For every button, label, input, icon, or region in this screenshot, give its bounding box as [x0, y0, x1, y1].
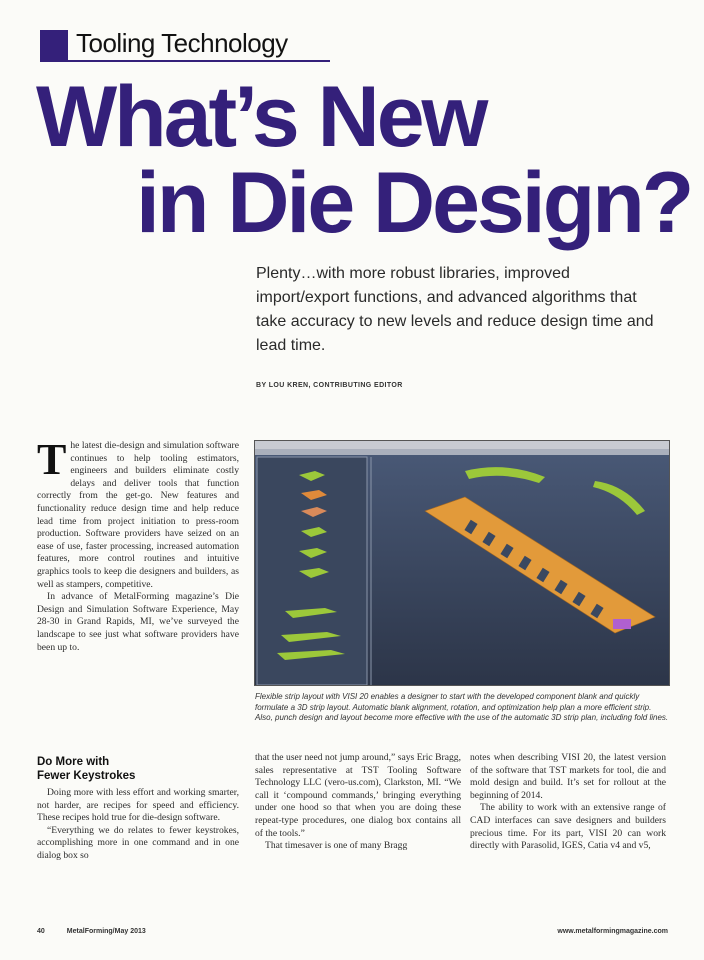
footer-left — [37, 928, 168, 935]
headline-line-1: What’s New — [36, 69, 486, 165]
paragraph-3: Doing more with less effort and working smarter, not harder, are recipes for speed and efficiency. These recipes hold true for die-design software. — [37, 787, 239, 824]
subhead-line-2: Fewer Keystrokes — [37, 770, 136, 782]
software-screenshot-figure — [254, 440, 670, 686]
strip-layout-illustration — [255, 441, 670, 686]
section-label: Tooling Technology — [76, 28, 288, 58]
window-titlebar — [255, 441, 670, 449]
footer-url: www.metalformingmagazine.com — [557, 928, 668, 935]
paragraph-1-text: he latest die-design and simulation software continues to help tooling estimators, engineers and builders eliminate costly delays and deliver tools that function correctly from the get-go. New features and functionality reduce design time and help reduce lead time from project initiation to press-room production. Software providers have seized on an ease of use, faster processing, increased automation features, more control routines and intuitive graphics tools to keep die designers and builders, as well as stampers, competitive. — [37, 440, 240, 590]
figure-caption: Flexible strip layout with VISI 20 enables a designer to start with the developed component blank and quickly formulate a 3D strip layout. Automatic blank alignment, rotation, and optimization help plan a more efficient strip. Also, punch design and layout become more effective with the use of the automatic 3D strip plan, including fold lines. — [255, 692, 669, 722]
paragraph-8: The ability to work with an extensive range of CAD interfaces can save designers and builders precious time. For its part, VISI 20 can work directly with Parasolid, IGES, Catia v4 and v5, — [470, 802, 666, 852]
section-marker — [40, 30, 68, 60]
byline: BY LOU KREN, CONTRIBUTING EDITOR — [256, 382, 403, 389]
section-rule — [40, 60, 330, 62]
paragraph-4: “Everything we do relates to fewer keystrokes, accomplishing more in one command and in one dialog box so — [37, 824, 239, 861]
body-column-2 — [255, 752, 461, 853]
body-column-3 — [470, 752, 666, 853]
punch-marker — [613, 619, 631, 629]
subhead — [37, 755, 135, 783]
page-number: 40 — [37, 928, 45, 935]
paragraph-1 — [37, 435, 240, 591]
body-column-1 — [37, 435, 240, 654]
headline-line-2: in Die Design? — [136, 155, 692, 251]
paragraph-2: In advance of MetalForming magazine’s Die Design and Simulation Software Experience, May 28-30 in Grand Rapids, MI, we’ve surveyed the landscape to see just what software providers have been up to. — [37, 591, 239, 653]
subhead-line-1: Do More with — [37, 756, 110, 768]
body-column-1-continued — [37, 787, 239, 863]
drop-cap: T — [37, 435, 67, 484]
paragraph-5: that the user need not jump around,” says Eric Bragg, sales representative at TST Tooling Software Technology LLC (vero-us.com), Clarkston, MI. “We call it ‘compound commands,’ bringing everything under one hood so that when you are doing these repeat-type procedures, one dialog box contains all of the tools.” — [255, 752, 461, 839]
paragraph-7: notes when describing VISI 20, the latest version of the software that TST markets for tool, die and mold design and build. It’s set for rollout at the beginning of 2014. — [470, 752, 666, 801]
magazine-issue: MetalForming/May 2013 — [66, 928, 146, 935]
paragraph-6: That timesaver is one of many Bragg — [265, 840, 408, 852]
window-toolbar — [255, 449, 670, 455]
article-deck: Plenty…with more robust libraries, improved import/export functions, and advanced algorithms that take accuracy to new levels and reduce design time and lead time. — [256, 265, 654, 354]
